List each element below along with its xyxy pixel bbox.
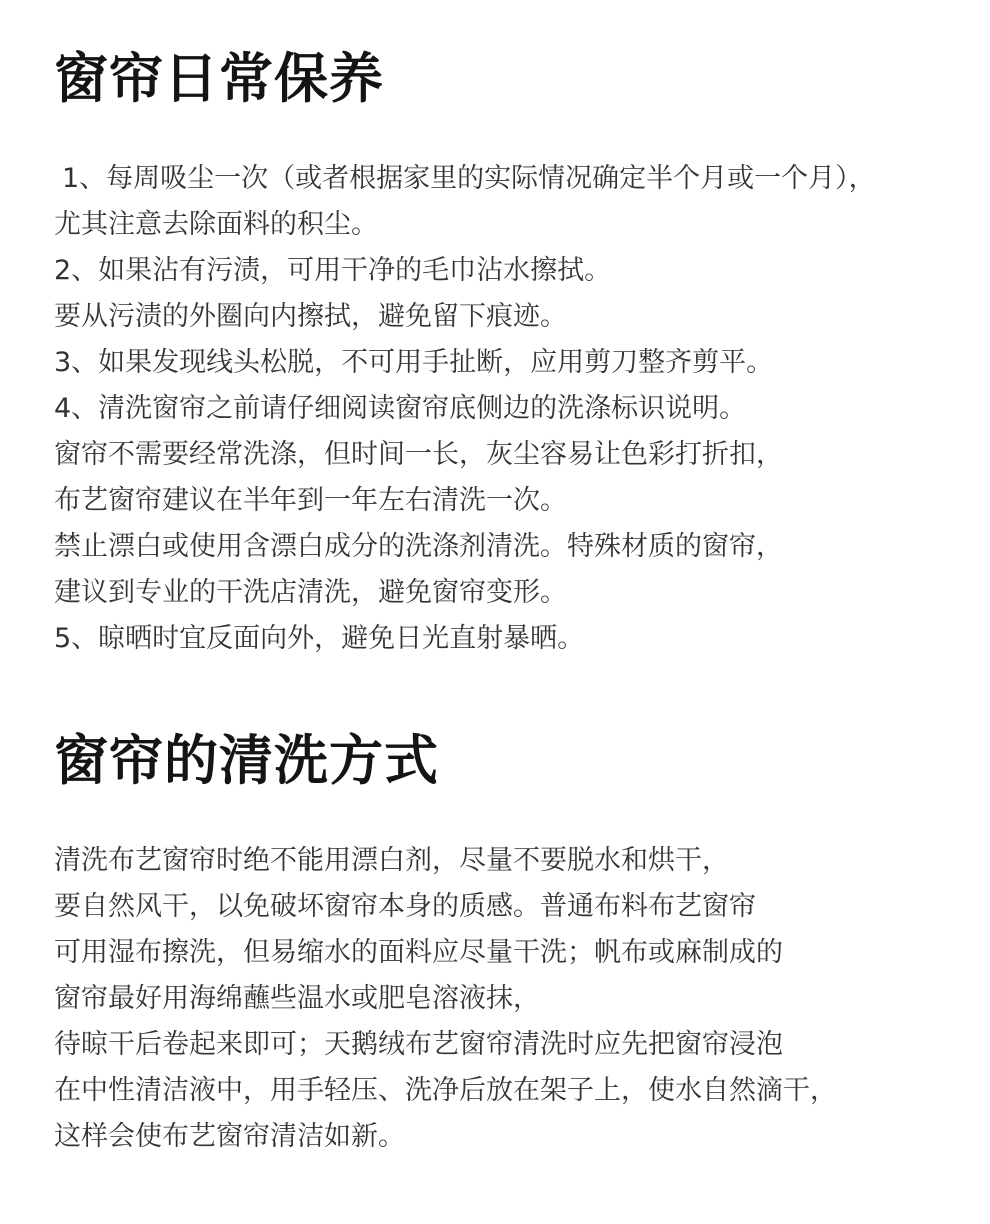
text-line: 建议到专业的干洗店清洗，避免窗帘变形。 bbox=[54, 577, 567, 608]
text-line: 要自然风干，以免破坏窗帘本身的质感。普通布料布艺窗帘 bbox=[54, 891, 756, 922]
text-line: 4、清洗窗帘之前请仔细阅读窗帘底侧边的洗涤标识说明。 bbox=[54, 393, 747, 424]
text-line: 待晾干后卷起来即可；天鹅绒布艺窗帘清洗时应先把窗帘浸泡 bbox=[54, 1029, 783, 1060]
section-title-cleaning-methods: 窗帘的清洗方式 bbox=[54, 729, 439, 792]
text-line: 在中性清洁液中，用手轻压、洗净后放在架子上，使水自然滴干， bbox=[54, 1075, 837, 1106]
text-line: 尤其注意去除面料的积尘。 bbox=[54, 209, 378, 240]
text-line: 可用湿布擦洗，但易缩水的面料应尽量干洗；帆布或麻制成的 bbox=[54, 937, 783, 968]
text-line: 窗帘不需要经常洗涤，但时间一长，灰尘容易让色彩打折扣， bbox=[54, 439, 783, 470]
section-title-daily-care: 窗帘日常保养 bbox=[54, 47, 384, 110]
daily-care-text bbox=[54, 156, 984, 662]
text-line: 禁止漂白或使用含漂白成分的洗涤剂清洗。特殊材质的窗帘， bbox=[54, 531, 783, 562]
text-line: 2、如果沾有污渍，可用干净的毛巾沾水擦拭。 bbox=[54, 255, 612, 286]
cleaning-methods-text bbox=[54, 838, 984, 1160]
text-line: 这样会使布艺窗帘清洁如新。 bbox=[54, 1121, 405, 1152]
text-line: 清洗布艺窗帘时绝不能用漂白剂，尽量不要脱水和烘干， bbox=[54, 845, 729, 876]
text-line: 5、晾晒时宜反面向外，避免日光直射暴晒。 bbox=[54, 623, 585, 654]
text-line: 要从污渍的外圈向内擦拭，避免留下痕迹。 bbox=[54, 301, 567, 332]
text-line: 布艺窗帘建议在半年到一年左右清洗一次。 bbox=[54, 485, 567, 516]
text-line: 1、每周吸尘一次（或者根据家里的实际情况确定半个月或一个月）， bbox=[62, 163, 876, 194]
text-line: 窗帘最好用海绵蘸些温水或肥皂溶液抹， bbox=[54, 983, 540, 1014]
text-line: 3、如果发现线头松脱，不可用手扯断，应用剪刀整齐剪平。 bbox=[54, 347, 774, 378]
